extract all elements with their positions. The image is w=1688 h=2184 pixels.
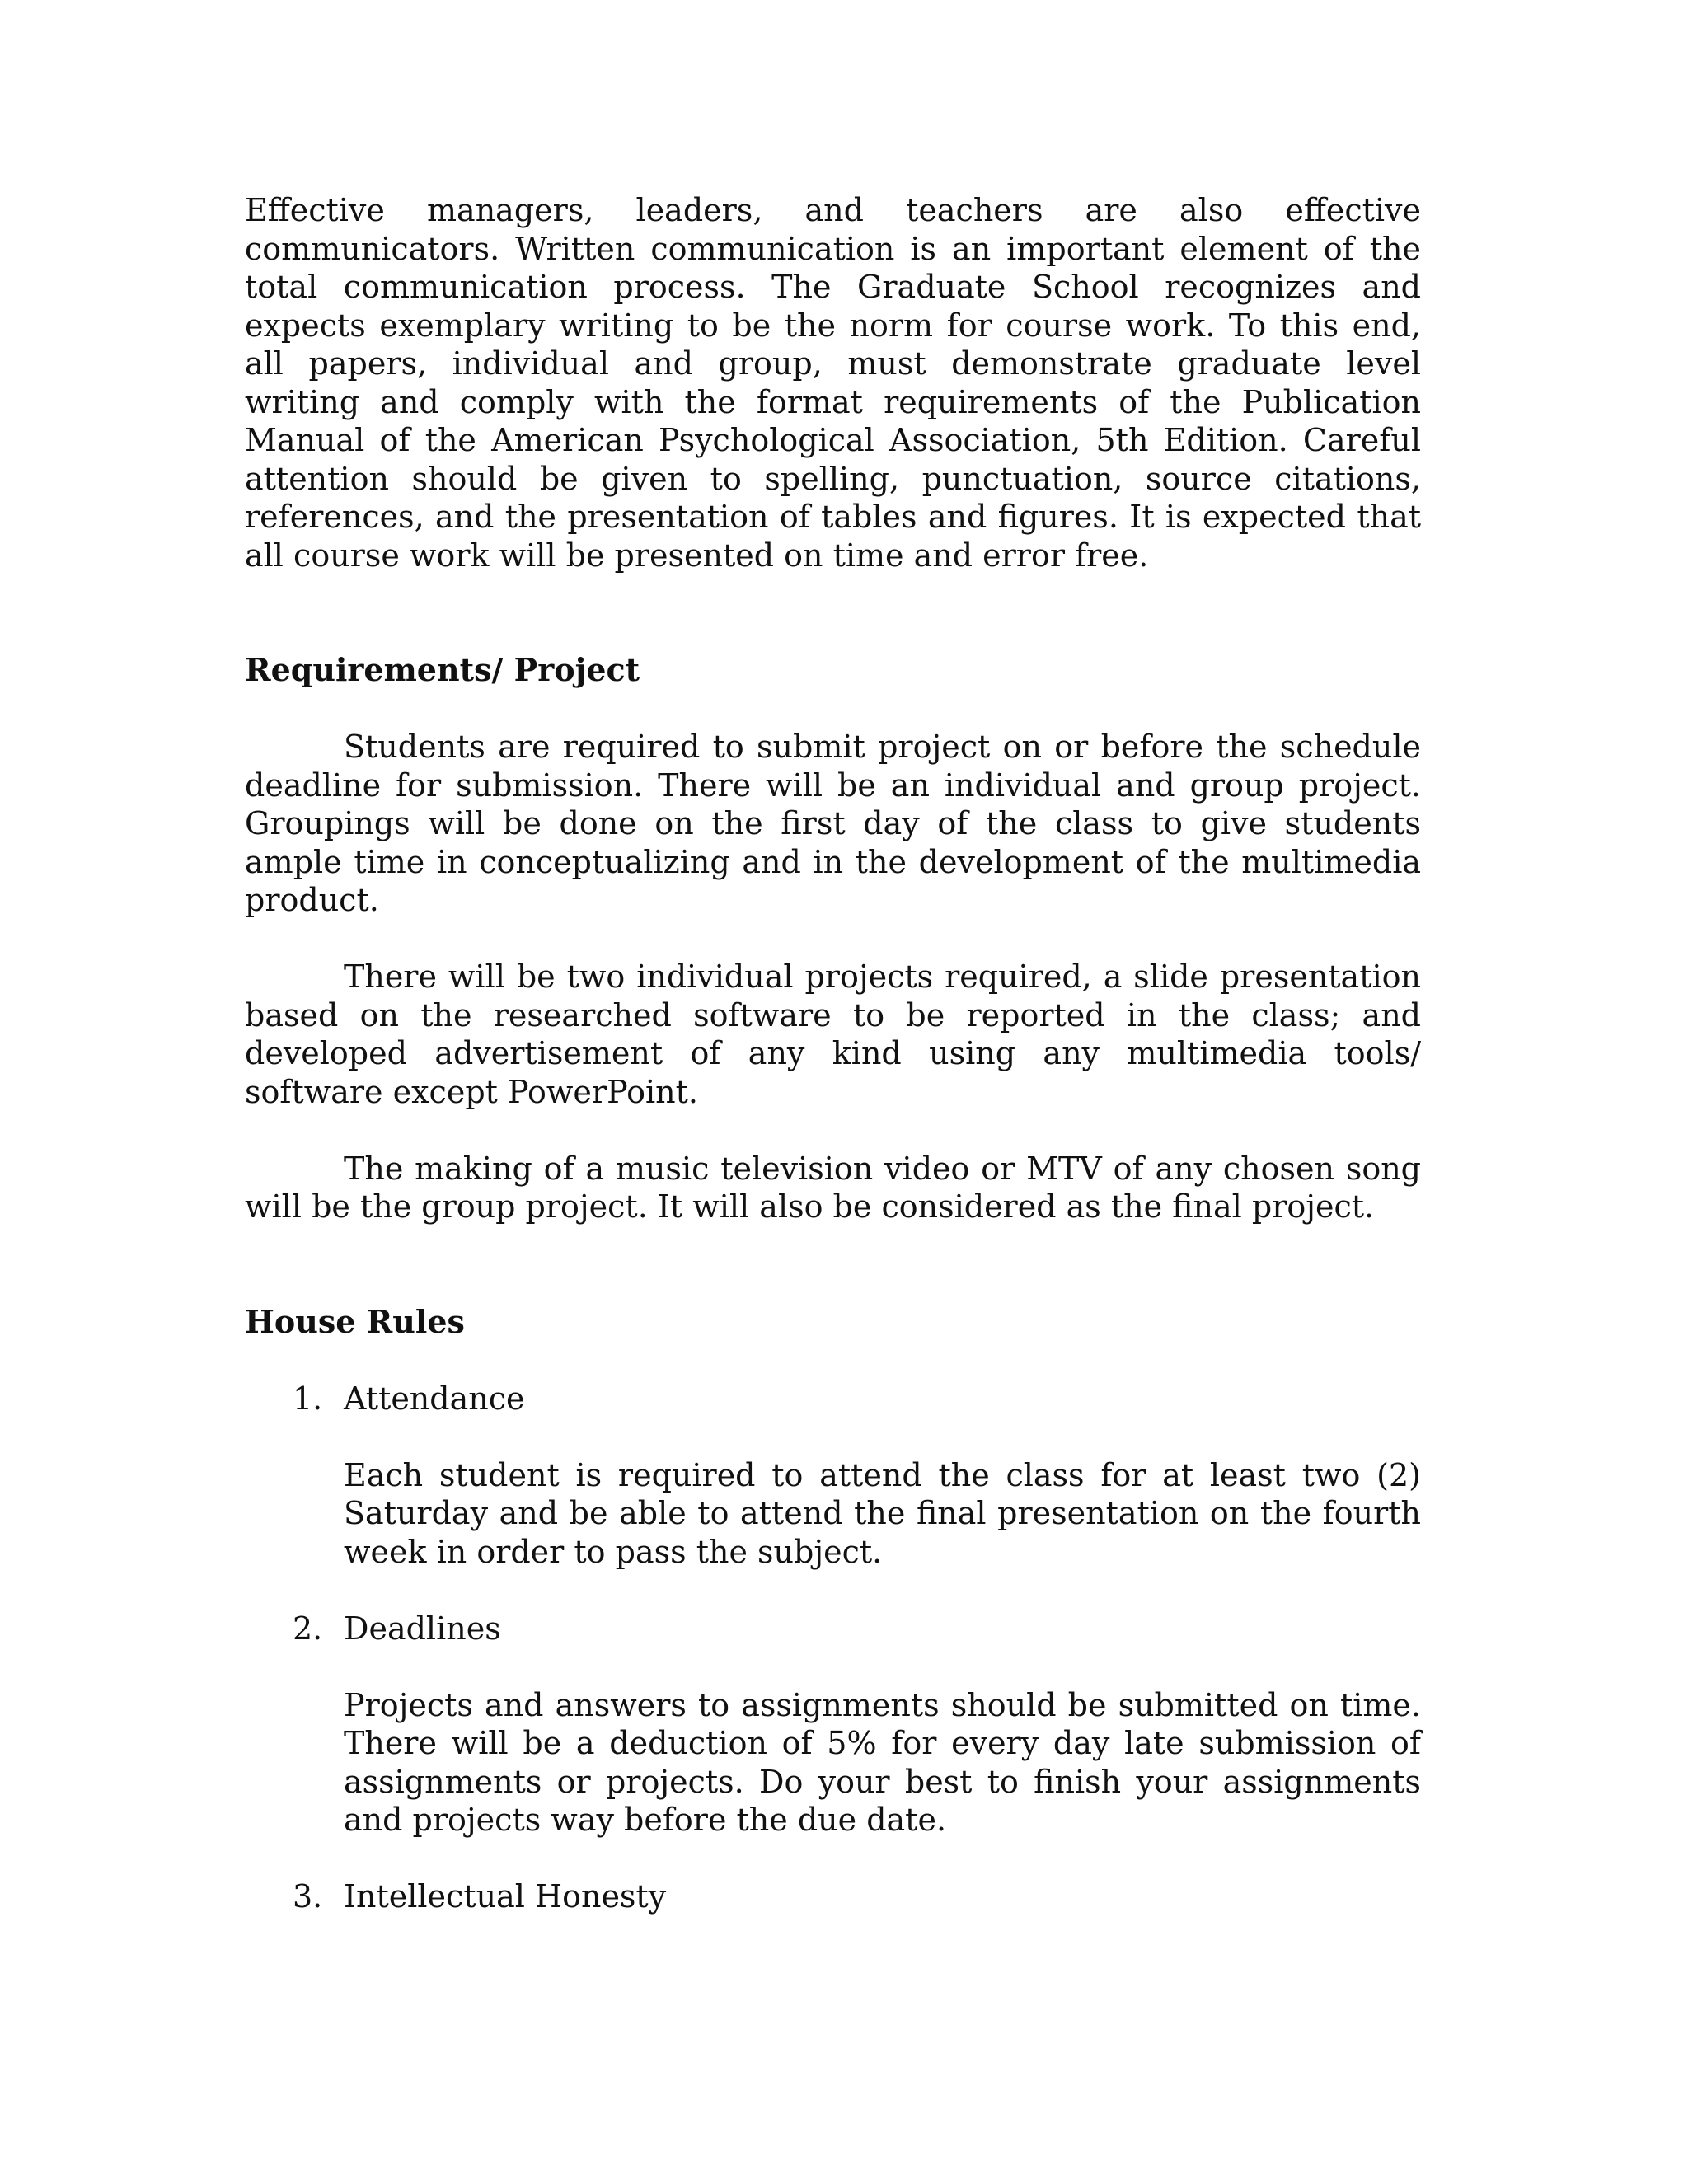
house-rule-title: Intellectual Honesty	[344, 1878, 667, 1915]
house-rule-body: Each student is required to attend the class for at least two (2) Saturday and be able to attend the final presentation on the fourth week in order to pass the subject.	[344, 1456, 1421, 1570]
house-rules-heading: House Rules	[245, 1302, 465, 1340]
intro-paragraph: Effective managers, leaders, and teachers are also effective communicators. Written communication is an important element of the total communication process. The Graduate School recognizes and expects exemplary writing to be the norm for course work. To this end, all papers, individual and group, must demonstrate graduate level writing and comply with the format requirements of the Publication Manual of the American Psychological Association, 5th Edition. Careful attention should be given to spelling, punctuation, source citations, references, and the presentation of tables and figures. It is expected that all course work will be presented on time and error free.	[245, 192, 1421, 574]
house-rule-title: Attendance	[344, 1380, 525, 1417]
house-rule-deadlines	[245, 1610, 1421, 1840]
page-content	[245, 191, 1421, 1916]
requirements-paragraph-individual-projects: There will be two individual projects required, a slide presentation based on the researched software to be reported in the class; and developed advertisement of any kind using any multimedia tools/ software except PowerPoint.	[245, 958, 1421, 1110]
house-rule-attendance	[245, 1380, 1421, 1572]
requirements-heading: Requirements/ Project	[245, 651, 640, 688]
house-rule-number: 2.	[293, 1610, 323, 1647]
house-rule-intellectual-honesty	[245, 1877, 1421, 1916]
house-rule-body: Projects and answers to assignments should be submitted on time. There will be a deduction of 5% for every day late submission of assignments or projects. Do your best to finish your assignments and projects way before the due date.	[344, 1686, 1421, 1838]
house-rule-number: 3.	[293, 1878, 323, 1915]
house-rule-number: 1.	[293, 1380, 323, 1417]
requirements-paragraph-group-project: The making of a music television video or MTV of any chosen song will be the group project. It will also be considered as the final project.	[245, 1150, 1421, 1225]
house-rules-list	[245, 1380, 1421, 1916]
house-rule-title: Deadlines	[344, 1610, 501, 1647]
requirements-paragraph-submission: Students are required to submit project on or before the schedule deadline for submission. There will be an individual and group project. Groupings will be done on the first day of the class to give students ample time in conceptualizing and in the development of the multimedia product.	[245, 729, 1421, 918]
